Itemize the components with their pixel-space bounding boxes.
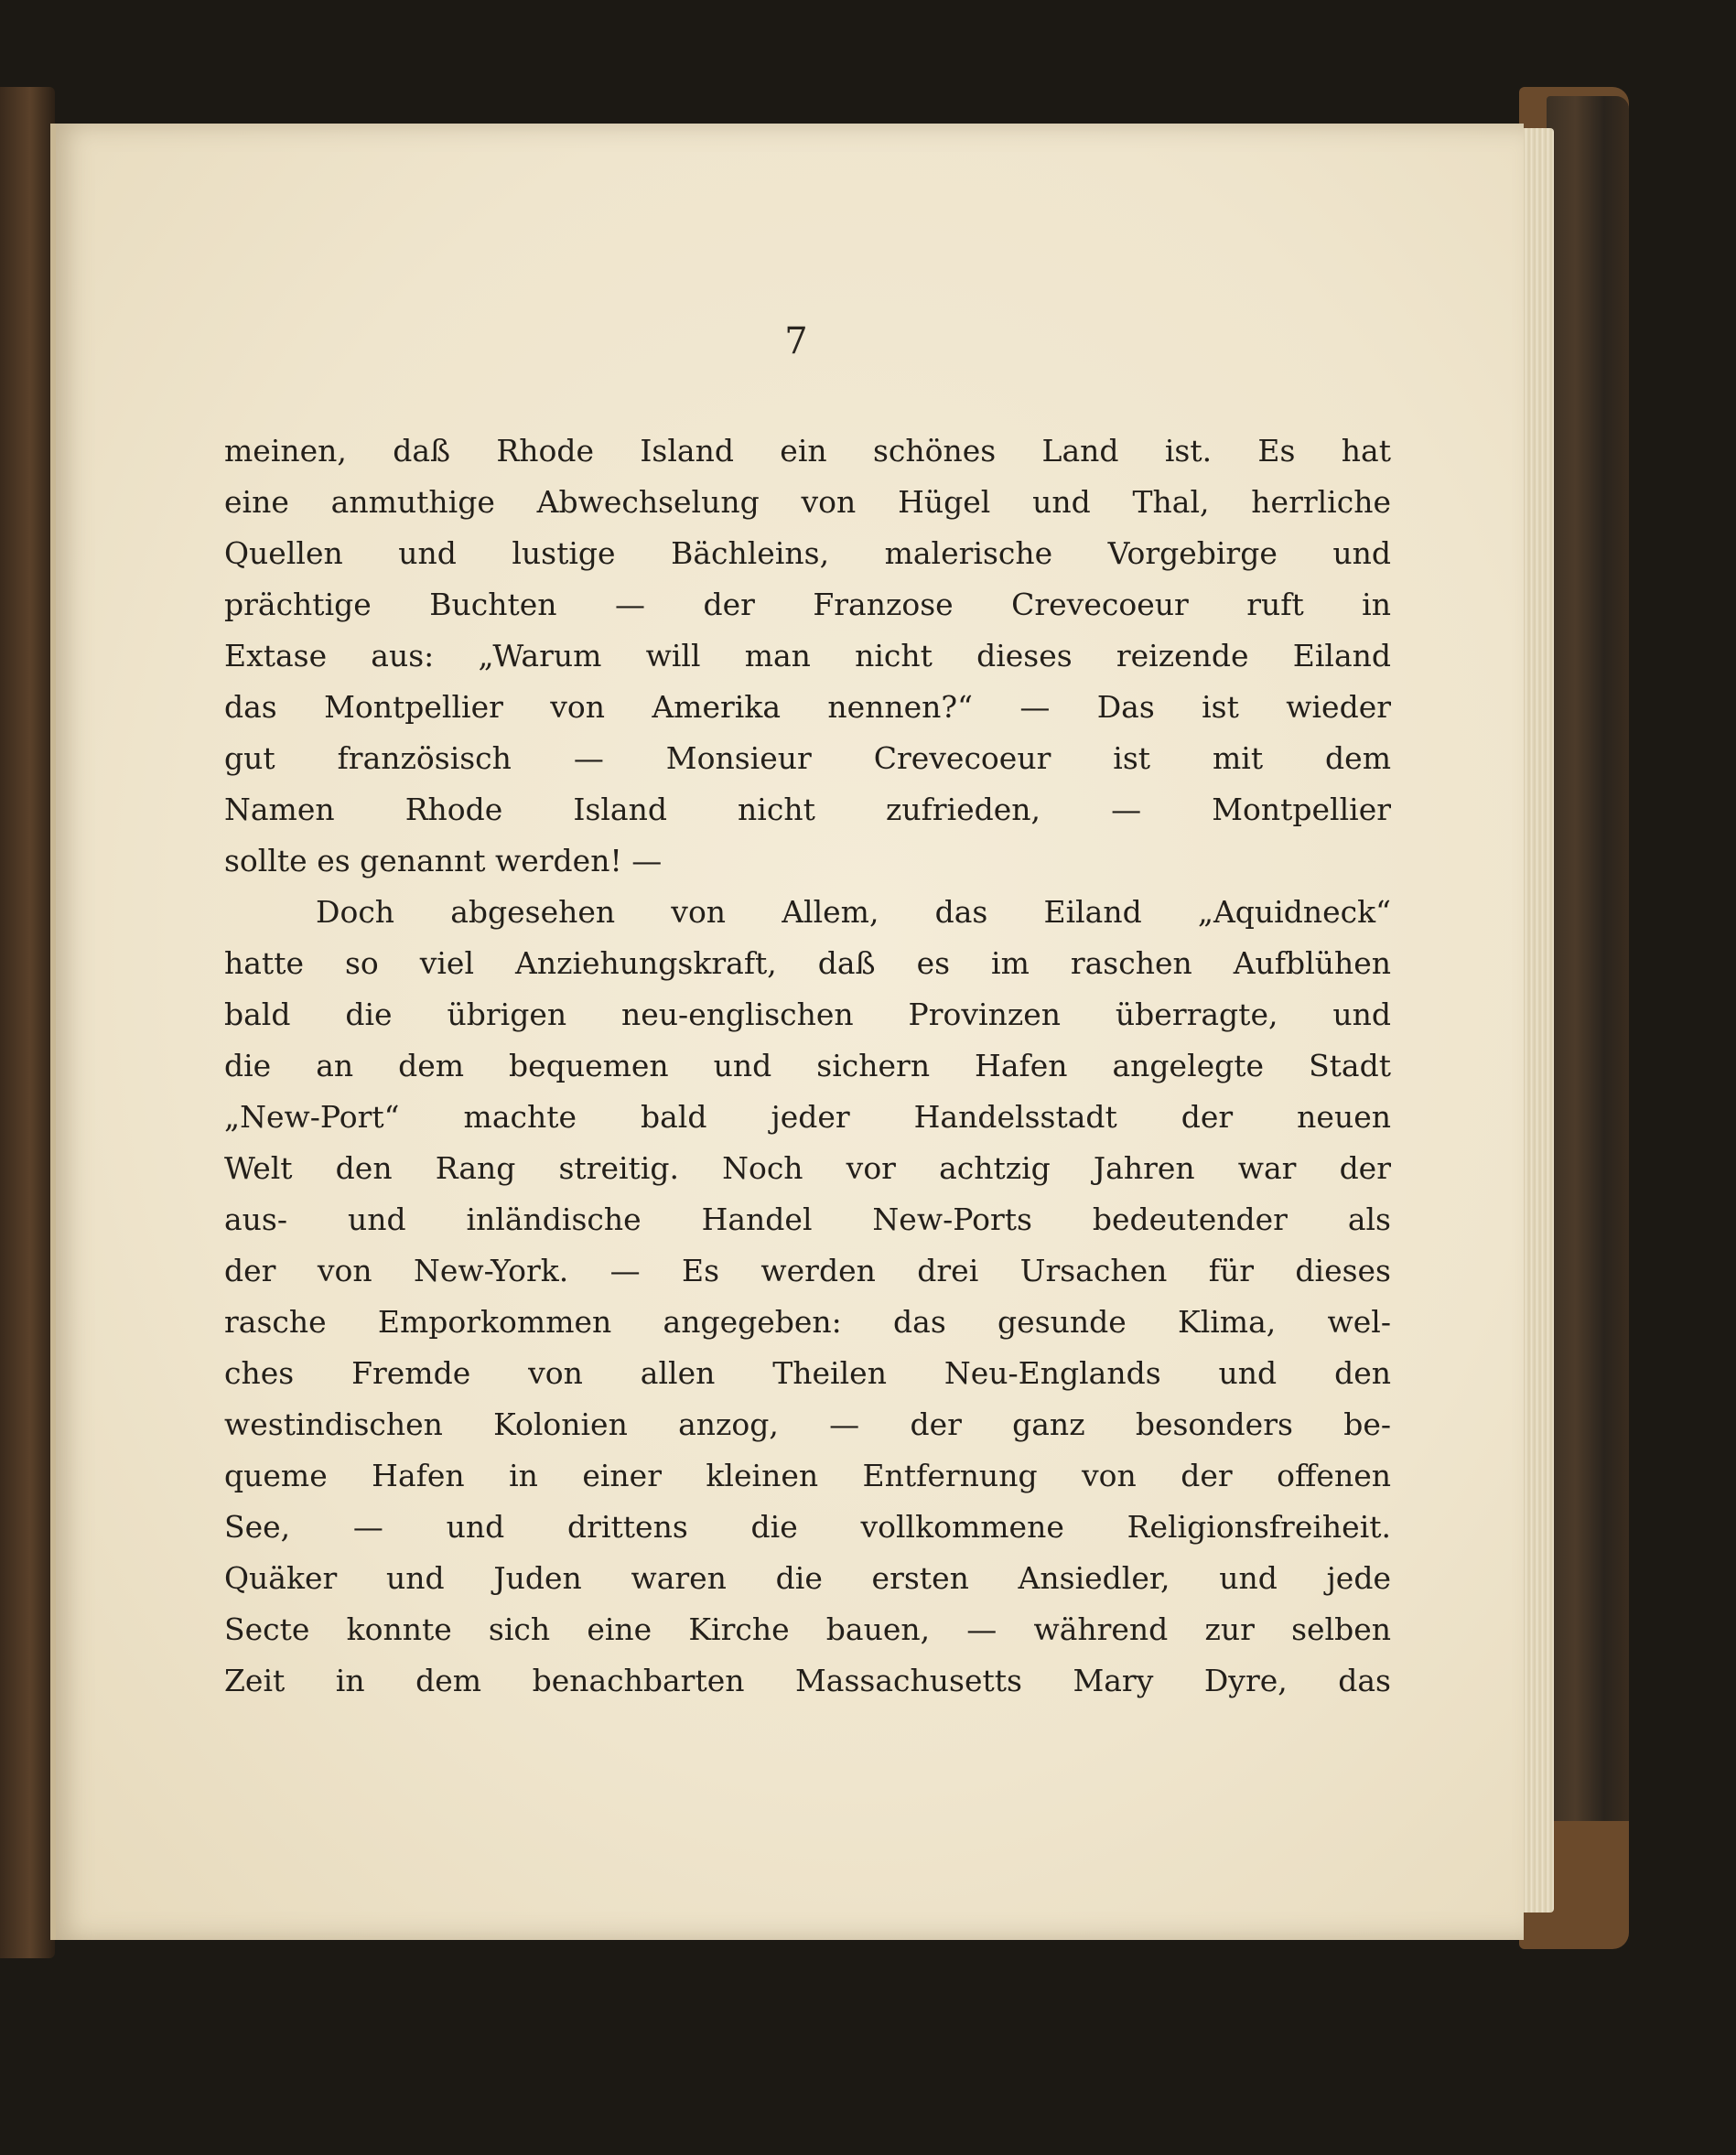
text-line: ches Fremde von allen Theilen Neu-Englands und den — [224, 1355, 1391, 1391]
text-line: der von New-York. — Es werden drei Ursachen für dieses — [224, 1253, 1391, 1288]
text-line: sollte es genannt werden! — — [224, 843, 663, 878]
gutter — [50, 124, 56, 1940]
text-line: See, — und drittens die vollkommene Religionsfreiheit. — [224, 1509, 1391, 1545]
text-line: Namen Rhode Island nicht zufrieden, — Montpellier — [224, 792, 1391, 827]
left-cover — [0, 87, 55, 1958]
text-line: eine anmuthige Abwechselung von Hügel und Thal, herrliche — [224, 484, 1391, 520]
text-line: aus- und inländische Handel New-Ports bedeutender als — [224, 1201, 1391, 1237]
right-cover — [1547, 96, 1629, 1940]
text-line: rasche Emporkommen angegeben: das gesunde Klima, wel- — [224, 1304, 1391, 1340]
text-line: die an dem bequemen und sichern Hafen angelegte Stadt — [224, 1048, 1391, 1083]
text-line: Quäker und Juden waren die ersten Ansiedler, und jede — [224, 1560, 1391, 1596]
text-line: bald die übrigen neu-englischen Provinzen überragte, und — [224, 997, 1391, 1032]
text-line: Doch abgesehen von Allem, das Eiland „Aquidneck“ — [316, 894, 1391, 930]
text-line: queme Hafen in einer kleinen Entfernung von der offenen — [224, 1458, 1391, 1493]
text-line: Zeit in dem benachbarten Massachusetts Mary Dyre, das — [224, 1663, 1391, 1698]
text-line: Quellen und lustige Bächleins, malerische Vorgebirge und — [224, 535, 1391, 571]
text-line: meinen, daß Rhode Island ein schönes Land ist. Es hat — [224, 433, 1391, 469]
text-line: Secte konnte sich eine Kirche bauen, — während zur selben — [224, 1611, 1391, 1647]
text-line: westindischen Kolonien anzog, — der ganz besonders be- — [224, 1406, 1391, 1442]
text-line: hatte so viel Anziehungskraft, daß es im raschen Aufblühen — [224, 945, 1391, 981]
text-line: prächtige Buchten — der Franzose Crevecoeur ruft in — [224, 587, 1391, 622]
text-line: Welt den Rang streitig. Noch vor achtzig Jahren war der — [224, 1150, 1391, 1186]
text-line: gut französisch — Monsieur Crevecoeur ist mit dem — [224, 740, 1391, 776]
text-line: das Montpellier von Amerika nennen?“ — Das ist wieder — [224, 689, 1391, 725]
text-line: „New-Port“ machte bald jeder Handelsstadt der neuen — [224, 1099, 1391, 1135]
page-number: 7 — [784, 320, 808, 362]
text-line: Extase aus: „Warum will man nicht dieses reizende Eiland — [224, 638, 1391, 673]
book-page — [50, 124, 1524, 1940]
body-text — [224, 426, 1391, 1707]
